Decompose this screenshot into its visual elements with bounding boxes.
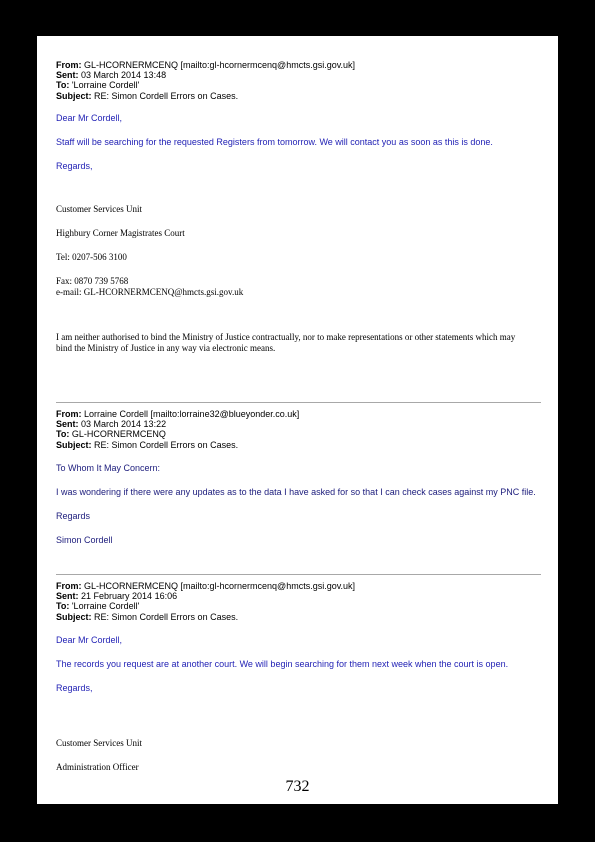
- from-label: From:: [56, 409, 82, 419]
- email-body: Staff will be searching for the requested Registers from tomorrow. We will contact you as soon as this is done.: [56, 136, 493, 147]
- email-message-2: [56, 409, 544, 546]
- signature-email: e-mail: GL-HCORNERMCENQ@hmcts.gsi.gov.uk: [56, 287, 244, 297]
- signature-unit: Customer Services Unit: [56, 738, 142, 748]
- signature-tel: Tel: 0207-506 3100: [56, 252, 127, 262]
- to-value: 'Lorraine Cordell': [71, 80, 140, 91]
- email-closing: Regards,: [56, 682, 93, 693]
- from-label: From:: [56, 581, 82, 591]
- to-value: GL-HCORNERMCENQ: [71, 429, 166, 440]
- to-label: To:: [56, 429, 70, 440]
- message-divider: [56, 402, 541, 403]
- email-greeting: Dear Mr Cordell,: [56, 112, 123, 123]
- from-value: GL-HCORNERMCENQ [mailto:gl-hcornermcenq@hmcts.gsi.gov.uk]: [84, 60, 356, 70]
- email-closing: Regards,: [56, 160, 93, 171]
- signature-fax: Fax: 0870 739 5768: [56, 276, 129, 286]
- from-value: Lorraine Cordell [mailto:lorraine32@blueyonder.co.uk]: [84, 409, 300, 419]
- email-signature: Simon Cordell: [56, 534, 113, 545]
- subject-label: Subject:: [56, 90, 92, 101]
- email-body: The records you request are at another court. We will begin searching for them next week when the court is open.: [56, 658, 509, 669]
- signature-unit: Customer Services Unit: [56, 204, 142, 214]
- email-closing: Regards: [56, 510, 91, 521]
- from-label: From:: [56, 60, 82, 70]
- to-label: To:: [56, 80, 70, 91]
- sent-value: 03 March 2014 13:22: [81, 419, 167, 430]
- document-page: [37, 36, 558, 804]
- sent-value: 03 March 2014 13:48: [81, 70, 167, 81]
- email-greeting: Dear Mr Cordell,: [56, 634, 123, 645]
- sent-value: 21 February 2014 16:06: [81, 591, 178, 602]
- sent-label: Sent:: [56, 70, 79, 81]
- email-header: [56, 60, 544, 101]
- email-body: I was wondering if there were any updates as to the data I have asked for so that I can check cases against my PNC file.: [56, 486, 536, 497]
- sent-label: Sent:: [56, 591, 79, 602]
- from-value: GL-HCORNERMCENQ [mailto:gl-hcornermcenq@hmcts.gsi.gov.uk]: [84, 581, 356, 591]
- email-header: [56, 581, 544, 622]
- signature-title: Administration Officer: [56, 762, 139, 772]
- subject-value: RE: Simon Cordell Errors on Cases.: [94, 90, 239, 101]
- subject-label: Subject:: [56, 439, 92, 450]
- to-label: To:: [56, 601, 70, 612]
- signature-court: Highbury Corner Magistrates Court: [56, 228, 185, 238]
- subject-value: RE: Simon Cordell Errors on Cases.: [94, 439, 239, 450]
- message-divider: [56, 574, 541, 575]
- email-greeting: To Whom It May Concern:: [56, 462, 161, 473]
- email-header: [56, 409, 544, 450]
- subject-value: RE: Simon Cordell Errors on Cases.: [94, 611, 239, 622]
- page-number: 732: [285, 778, 310, 795]
- legal-disclaimer: I am neither authorised to bind the Ministry of Justice contractually, nor to make representations or other statements which may bind the Ministry of Justice in any way via electronic means.: [56, 332, 516, 353]
- email-signature-3: [56, 738, 544, 773]
- email-message-1: [56, 60, 544, 172]
- sent-label: Sent:: [56, 419, 79, 430]
- to-value: 'Lorraine Cordell': [71, 601, 140, 612]
- email-message-3: [56, 581, 544, 694]
- email-signature-1: [56, 204, 544, 354]
- subject-label: Subject:: [56, 611, 92, 622]
